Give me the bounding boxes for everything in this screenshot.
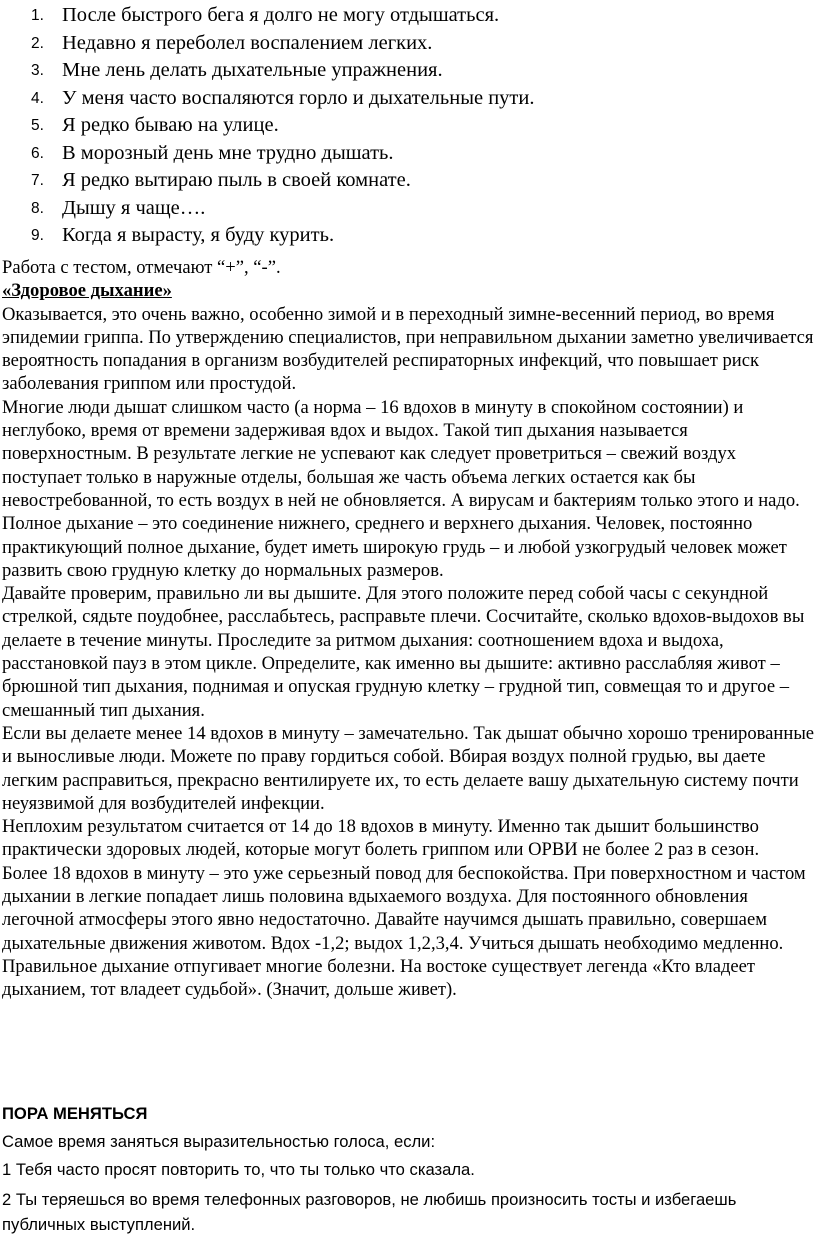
list-item [0,57,816,85]
item-text: Я редко бываю на улице. [62,114,279,136]
item-number: 6. [31,144,44,162]
list-item [0,2,816,30]
paragraph: Полное дыхание – это соединение нижнего, среднего и верхнего дыхания. Человек, постоянно практикующий полное дыхание, будет иметь широкую грудь – и любой узкогрудый человек может развить свою грудную клетку до нормальных размеров. [2,513,787,581]
list-item [0,167,816,195]
list-item [0,112,816,140]
list-item [0,222,816,250]
item-number: 5. [31,117,44,134]
item-number: 3. [31,62,44,79]
item-text: Дышу я чаще…. [62,196,206,219]
test-note: Работа с тестом, отмечают “+”, “-”. [2,257,281,278]
paragraph: Более 18 вдохов в минуту – это уже серьезный повод для беспокойства. При поверхностном и частом дыхании в легкие попадает лишь половина вдыхаемого воздуха. Для постоянного обновления легочной атмосферы этого явно недостаточно. Давайте научимся дышать правильно, совершаем дыхательные движения животом. Вдох -1,2; выдох 1,2,3,4. Учиться дышать необходимо медленно. Правильное дыхание отпугивает многие болезни. На востоке существует легенда «Кто владеет дыханием, тот владеет судьбой». (Значит, дольше живет). [2,862,806,1001]
paragraph: Если вы делаете менее 14 вдохов в минуту – замечательно. Так дышат обычно хорошо тренированные и выносливые люди. Можете по праву гордиться собой. Вбирая воздух полной грудью, вы даете легким расправиться, прекрасно вентилируете их, то есть делаете вашу дыхательную систему почти неуязвимой для возбудителей инфекции. [2,722,815,814]
item-text: Я редко вытираю пыль в своей комнате. [62,169,411,191]
list-item [0,140,816,168]
list-item [0,85,816,113]
list-item [0,195,816,223]
item-number: 7. [31,172,44,189]
item-number: 2. [31,34,44,52]
questionnaire-list [0,2,816,250]
paragraph: Многие люди дышат слишком часто (а норма – 16 вдохов в минуту в спокойном состоянии) и неглубоко, время от времени задерживая вдох и выдох. Такой тип дыхания называется поверхностным. В результате легкие не успевают как следует проветриться – свежий воздух поступает только в наружные отделы, большая же часть объема легких остается как бы невостребованной, то есть воздух в ней не обновляется. А вирусам и бактериям только этого и надо. [2,396,800,511]
item-text: В морозный день мне трудно дышать. [62,141,394,164]
section2-intro: Самое время заняться выразительностью голоса, если: [2,1132,436,1151]
voice-section [2,1100,816,1237]
section-title: «Здоровое дыхание» [2,280,172,302]
section2-item: 2 Ты теряешься во время телефонных разговоров, не любишь произносить тосты и избегаешь публичных выступлений. [2,1190,737,1234]
item-text: Мне лень делать дыхательные упражнения. [62,59,443,81]
item-number: 9. [31,227,44,244]
item-number: 8. [31,199,44,217]
paragraph: Давайте проверим, правильно ли вы дышите. Для этого положите перед собой часы с секундной стрелкой, сядьте поудобнее, расслабьтесь, расправьте плечи. Сосчитайте, сколько вдохов-выдохов вы делаете в течение минуты. Проследите за ритмом дыхания: соотношением вдоха и выдоха, расстановкой пауз в этом цикле. Определите, как именно вы дышите: активно расслабляя живот – брюшной тип дыхания, поднимая и опуская грудную клетку – грудной тип, совмещая то и другое – смешанный тип дыхания. [2,583,805,721]
item-number: 4. [31,89,44,107]
paragraph: Неплохим результатом считается от 14 до 18 вдохов в минуту. Именно так дышит большинство практически здоровых людей, которые могут болеть гриппом или ОРВИ не более 2 раз в сезон. [2,816,760,861]
item-text: Когда я вырасту, я буду курить. [62,224,335,246]
item-text: После быстрого бега я долго не могу отдышаться. [62,4,500,26]
section2-title: ПОРА МЕНЯТЬСЯ [2,1104,148,1123]
item-text: Недавно я переболел воспалением легких. [62,31,433,54]
article-body [2,256,816,1002]
paragraph: Оказывается, это очень важно, особенно зимой и в переходный зимне-весенний период, во время эпидемии гриппа. По утверждению специалистов, при неправильном дыхании заметно увеличивается вероятность попадания в организм возбудителей респираторных инфекций, что повышает риск заболевания гриппом или простудой. [2,303,814,395]
section2-item: 1 Тебя часто просят повторить то, что ты только что сказала. [2,1160,475,1179]
item-text: У меня часто воспаляются горло и дыхательные пути. [62,86,535,109]
item-number: 1. [31,7,44,24]
list-item [0,30,816,58]
